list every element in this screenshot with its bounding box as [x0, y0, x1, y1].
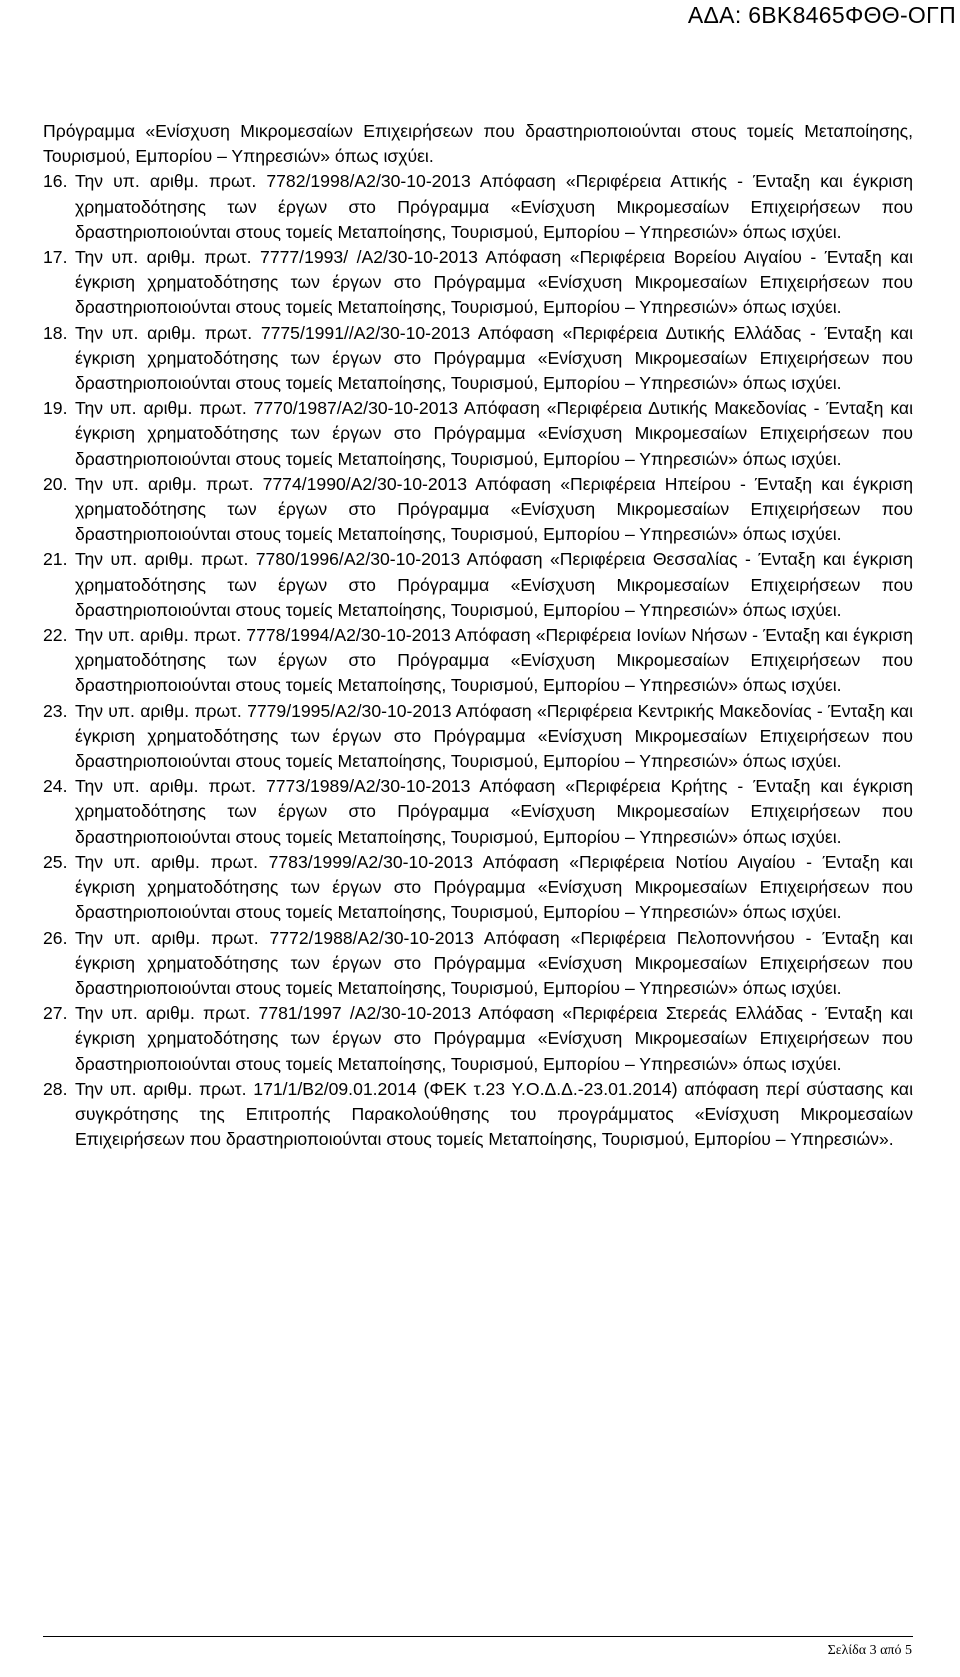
item-text: Την υπ. αριθμ. πρωτ. 171/1/Β2/09.01.2014 (ΦΕΚ τ.23 Υ.Ο.Δ.Δ.-23.01.2014) απόφαση περί σύστασης και συγκρότησης της Επιτροπής Παρακολούθησης του προγράμματος «Ενίσχυση Μικρομεσαίων Επιχειρήσεων που δραστηριοποιούνται στους τομείς Μεταποίησης, Τουρισμού, Εμπορίου – Υπηρεσιών». [75, 1078, 913, 1150]
item-number: 26. [43, 927, 68, 948]
item-text: Την υπ. αριθμ. πρωτ. 7773/1989/Α2/30-10-2013 Απόφαση «Περιφέρεια Κρήτης - Ένταξη και έγκριση χρηματοδότησης των έργων στο Πρόγραμμα «Ενίσχυση Μικρομεσαίων Επιχειρήσεων που δραστηριοποιούνται στους τομείς Μεταποίησης, Τουρισμού, Εμπορίου – Υπηρεσιών» όπως ισχύει. [75, 776, 913, 847]
footer-divider [43, 1636, 913, 1637]
item-number: 19. [43, 398, 68, 419]
item-text: Την υπ. αριθμ. πρωτ. 7779/1995/Α2/30-10-2013 Απόφαση «Περιφέρεια Κεντρικής Μακεδονίας - Ένταξη και έγκριση χρηματοδότησης των έργων στο Πρόγραμμα «Ενίσχυση Μικρομεσαίων Επιχειρήσεων που δραστηριοποιούνται στους τομείς Μεταποίησης, Τουρισμού, Εμπορίου – Υπηρεσιών» όπως ισχύει. [75, 700, 913, 772]
list-item [43, 472, 913, 548]
item-number: 28. [43, 1078, 68, 1099]
item-text: Την υπ. αριθμ. πρωτ. 7774/1990/Α2/30-10-2013 Απόφαση «Περιφέρεια Ηπείρου - Ένταξη και έγκριση χρηματοδότησης των έργων στο Πρόγραμμα «Ενίσχυση Μικρομεσαίων Επιχειρήσεων που δραστηριοποιούνται στους τομείς Μεταποίησης, Τουρισμού, Εμπορίου – Υπηρεσιών» όπως ισχύει. [75, 473, 913, 545]
list-item [43, 850, 913, 926]
item-text: Την υπ. αριθμ. πρωτ. 7781/1997 /Α2/30-10-2013 Απόφαση «Περιφέρεια Στερεάς Ελλάδας - Ένταξη και έγκριση χρηματοδότησης των έργων στο Πρόγραμμα «Ενίσχυση Μικρομεσαίων Επιχειρήσεων που δραστηριοποιούνται στους τομείς Μεταποίησης, Τουρισμού, Εμπορίου – Υπηρεσιών» όπως ισχύει. [75, 1003, 913, 1074]
list-item [43, 245, 913, 321]
item-number: 23. [43, 700, 68, 721]
item-text: Την υπ. αριθμ. πρωτ. 7782/1998/Α2/30-10-2013 Απόφαση «Περιφέρεια Αττικής - Ένταξη και έγκριση χρηματοδότησης των έργων στο Πρόγραμμα «Ενίσχυση Μικρομεσαίων Επιχειρήσεων που δραστηριοποιούνται στους τομείς Μεταποίησης, Τουρισμού, Εμπορίου – Υπηρεσιών» όπως ισχύει. [75, 171, 913, 242]
item-text: Την υπ. αριθμ. πρωτ. 7780/1996/Α2/30-10-2013 Απόφαση «Περιφέρεια Θεσσαλίας - Ένταξη και έγκριση χρηματοδότησης των έργων στο Πρόγραμμα «Ενίσχυση Μικρομεσαίων Επιχειρήσεων που δραστηριοποιούνται στους τομείς Μεταποίησης, Τουρισμού, Εμπορίου – Υπηρεσιών» όπως ισχύει. [75, 549, 913, 620]
list-item [43, 321, 913, 397]
continuation-paragraph: Πρόγραμμα «Ενίσχυση Μικρομεσαίων Επιχειρήσεων που δραστηριοποιούνται στους τομείς Μεταποίησης, Τουρισμού, Εμπορίου – Υπηρεσιών» όπως ισχύει. [43, 121, 913, 167]
item-text: Την υπ. αριθμ. πρωτ. 7770/1987/Α2/30-10-2013 Απόφαση «Περιφέρεια Δυτικής Μακεδονίας - Ένταξη και έγκριση χρηματοδότησης των έργων στο Πρόγραμμα «Ενίσχυση Μικρομεσαίων Επιχειρήσεων που δραστηριοποιούνται στους τομείς Μεταποίησης, Τουρισμού, Εμπορίου – Υπηρεσιών» όπως ισχύει. [75, 398, 913, 469]
item-number: 24. [43, 776, 68, 797]
item-number: 16. [43, 171, 68, 192]
item-text: Την υπ. αριθμ. πρωτ. 7775/1991//Α2/30-10-2013 Απόφαση «Περιφέρεια Δυτικής Ελλάδας - Ένταξη και έγκριση χρηματοδότησης των έργων στο Πρόγραμμα «Ενίσχυση Μικρομεσαίων Επιχειρήσεων που δραστηριοποιούνται στους τομείς Μεταποίησης, Τουρισμού, Εμπορίου – Υπηρεσιών» όπως ισχύει. [75, 322, 913, 394]
item-text: Την υπ. αριθμ. πρωτ. 7777/1993/ /Α2/30-10-2013 Απόφαση «Περιφέρεια Βορείου Αιγαίου - Ένταξη και έγκριση χρηματοδότησης των έργων στο Πρόγραμμα «Ενίσχυση Μικρομεσαίων Επιχειρήσεων που δραστηριοποιούνται στους τομείς Μεταποίησης, Τουρισμού, Εμπορίου – Υπηρεσιών» όπως ισχύει. [75, 247, 913, 318]
item-number: 20. [43, 473, 68, 494]
list-item [43, 169, 913, 245]
item-number: 27. [43, 1003, 68, 1024]
item-number: 18. [43, 322, 68, 343]
ada-code: ΑΔΑ: 6ΒΚ8465ΦΘΘ-ΟΓΠ [687, 2, 956, 28]
list-item [43, 623, 913, 699]
document-body [0, 119, 960, 1152]
item-number: 25. [43, 851, 68, 872]
list-item [43, 1001, 913, 1077]
item-number: 17. [43, 247, 68, 268]
page-number: Σελίδα 3 από 5 [827, 1643, 912, 1658]
item-number: 21. [43, 549, 68, 570]
list-item [43, 699, 913, 775]
list-item [43, 774, 913, 850]
list-item [43, 926, 913, 1002]
item-text: Την υπ. αριθμ. πρωτ. 7778/1994/Α2/30-10-2013 Απόφαση «Περιφέρεια Ιονίων Νήσων - Ένταξη και έγκριση χρηματοδότησης των έργων στο Πρόγραμμα «Ενίσχυση Μικρομεσαίων Επιχειρήσεων που δραστηριοποιούνται στους τομείς Μεταποίησης, Τουρισμού, Εμπορίου – Υπηρεσιών» όπως ισχύει. [75, 625, 913, 696]
item-number: 22. [43, 625, 68, 646]
list-item [43, 396, 913, 472]
list-item [43, 547, 913, 623]
list-item [43, 1077, 913, 1153]
item-text: Την υπ. αριθμ. πρωτ. 7783/1999/Α2/30-10-2013 Απόφαση «Περιφέρεια Νοτίου Αιγαίου - Ένταξη και έγκριση χρηματοδότησης των έργων στο Πρόγραμμα «Ενίσχυση Μικρομεσαίων Επιχειρήσεων που δραστηριοποιούνται στους τομείς Μεταποίησης, Τουρισμού, Εμπορίου – Υπηρεσιών» όπως ισχύει. [75, 851, 913, 923]
item-text: Την υπ. αριθμ. πρωτ. 7772/1988/Α2/30-10-2013 Απόφαση «Περιφέρεια Πελοποννήσου - Ένταξη και έγκριση χρηματοδότησης των έργων στο Πρόγραμμα «Ενίσχυση Μικρομεσαίων Επιχειρήσεων που δραστηριοποιούνται στους τομείς Μεταποίησης, Τουρισμού, Εμπορίου – Υπηρεσιών» όπως ισχύει. [75, 927, 913, 998]
